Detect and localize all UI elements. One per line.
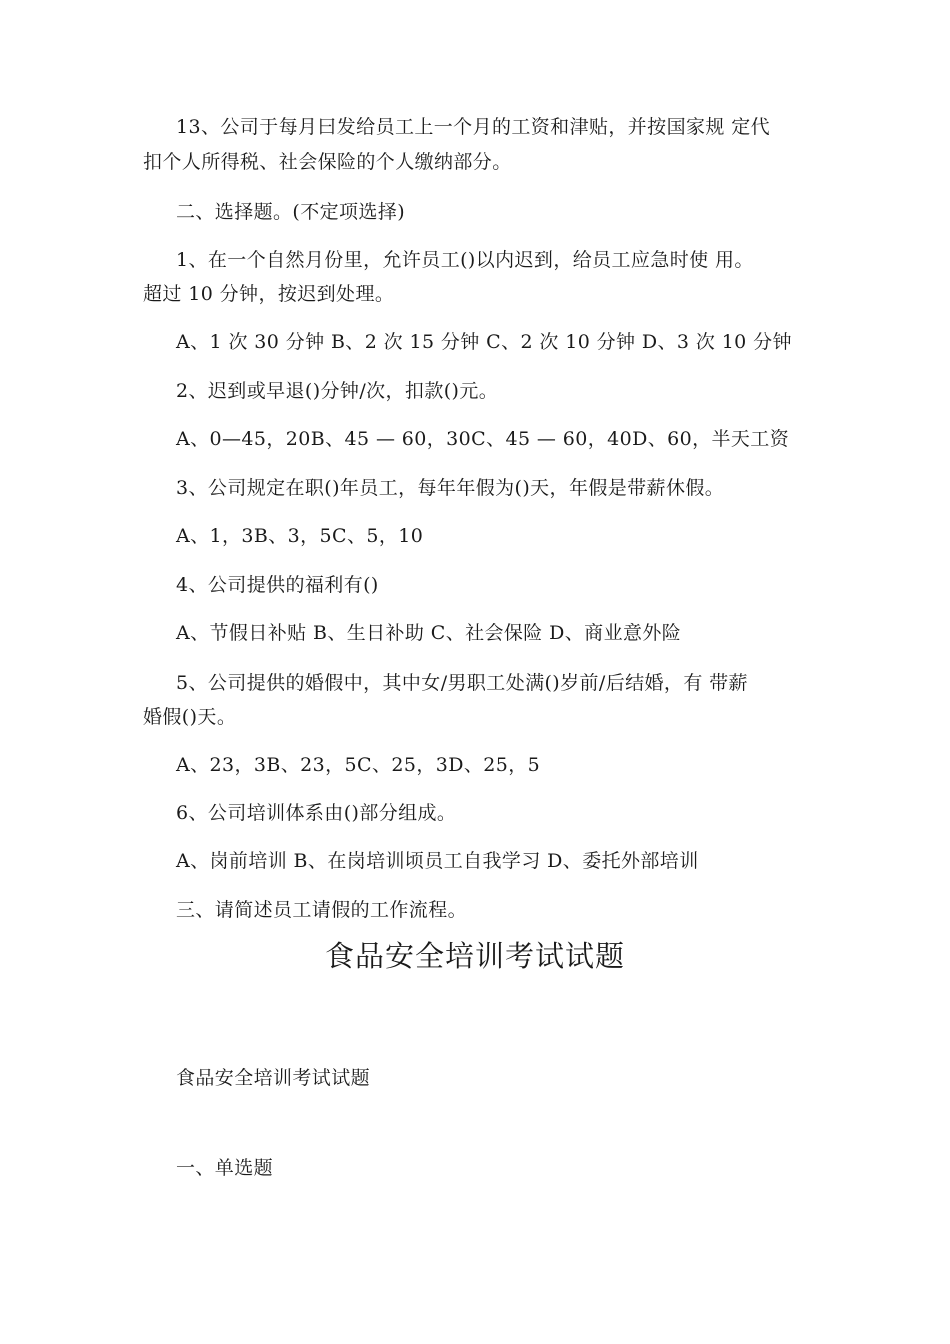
question-4-options: A、节假日补贴 B、生日补助 C、社会保险 D、商业意外险 bbox=[176, 622, 682, 644]
question-5-options: A、23，3B、23，5C、25，3D、25，5 bbox=[176, 754, 541, 776]
section-3-heading: 三、请简述员工请假的工作流程。 bbox=[176, 899, 468, 921]
question-13-line-2: 扣个人所得税、社会保险的个人缴纳部分。 bbox=[143, 151, 512, 173]
question-1-line-1: 1、在一个自然月份里，允许员工()以内迟到，给员工应急时使 用。 bbox=[176, 249, 754, 271]
question-4: 4、公司提供的福利有() bbox=[176, 574, 379, 596]
section-2-heading: 二、选择题。(不定项选择) bbox=[176, 201, 406, 223]
question-3-options: A、1，3B、3，5C、5，10 bbox=[176, 525, 424, 547]
question-5-line-2: 婚假()天。 bbox=[143, 706, 237, 728]
question-6-options: A、岗前培训 B、在岗培训顷员工自我学习 D、委托外部培训 bbox=[176, 850, 699, 872]
question-2: 2、迟到或早退()分钟/次，扣款()元。 bbox=[176, 380, 499, 402]
question-3: 3、公司规定在职()年员工，每年年假为()天，年假是带薪休假。 bbox=[176, 477, 725, 499]
question-5-line-1: 5、公司提供的婚假中，其中女/男职工处满()岁前/后结婚，有 带薪 bbox=[176, 672, 748, 694]
question-2-options: A、0—45，20B、45 — 60，30C、45 — 60，40D、60，半天工资 bbox=[176, 428, 790, 450]
part-1-heading: 一、单选题 bbox=[176, 1157, 274, 1179]
question-13-line-1: 13、公司于每月曰发给员工上一个月的工资和津贴，并按国家规 定代 bbox=[176, 116, 771, 138]
question-6: 6、公司培训体系由()部分组成。 bbox=[176, 802, 457, 824]
exam-title: 食品安全培训考试试题 bbox=[324, 939, 625, 973]
question-1-line-2: 超过 10 分钟，按迟到处理。 bbox=[143, 283, 395, 305]
question-1-options: A、1 次 30 分钟 B、2 次 15 分钟 C、2 次 10 分钟 D、3 次 10 分钟 bbox=[176, 331, 792, 353]
exam-subtitle: 食品安全培训考试试题 bbox=[176, 1067, 371, 1089]
